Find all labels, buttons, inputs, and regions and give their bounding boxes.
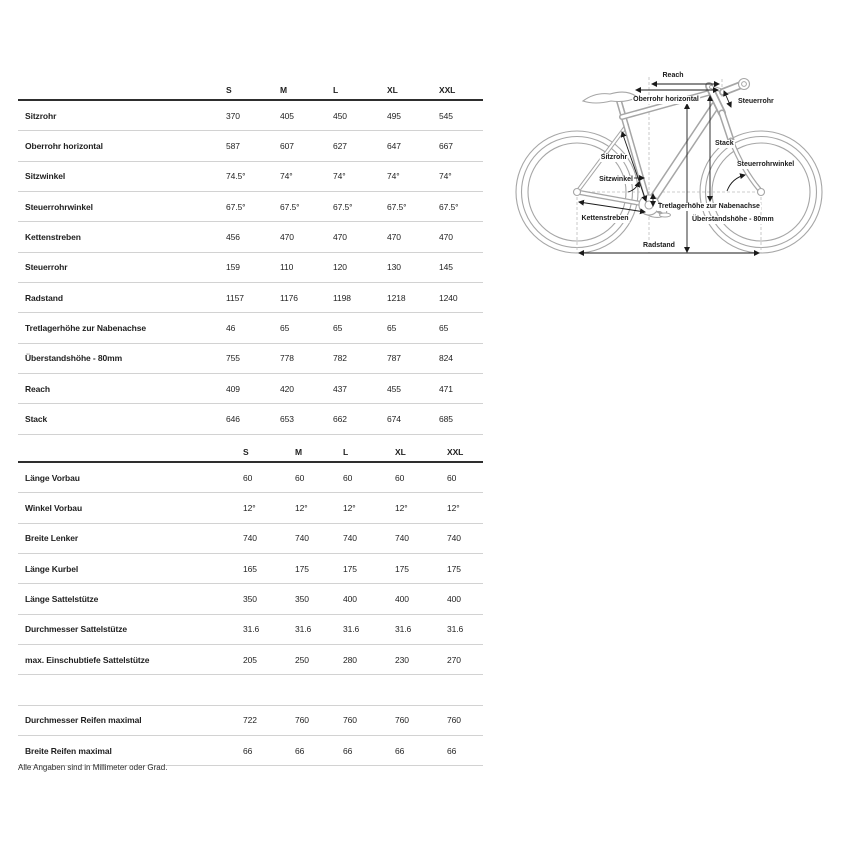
cell-value: 470 bbox=[387, 231, 401, 242]
spacer-row bbox=[18, 675, 483, 705]
cell-value: 67.5° bbox=[280, 201, 300, 212]
row-label: Winkel Vorbau bbox=[25, 502, 83, 513]
cell-value: 1157 bbox=[226, 292, 244, 303]
cell-value: 587 bbox=[226, 140, 240, 151]
table-row bbox=[18, 645, 483, 675]
cell-value: 370 bbox=[226, 110, 240, 121]
bike-line-drawing-icon bbox=[515, 55, 847, 260]
table-row bbox=[18, 101, 483, 131]
cell-value: 175 bbox=[395, 563, 409, 574]
cell-value: 130 bbox=[387, 262, 401, 273]
cell-value: 824 bbox=[439, 353, 453, 364]
cell-value: 60 bbox=[395, 472, 405, 483]
cell-value: 667 bbox=[439, 140, 453, 151]
cell-value: 405 bbox=[280, 110, 294, 121]
cell-value: 60 bbox=[295, 472, 305, 483]
cell-value: 66 bbox=[343, 745, 353, 756]
table-row bbox=[18, 374, 483, 404]
cell-value: 760 bbox=[395, 715, 409, 726]
cell-value: 12° bbox=[295, 502, 308, 513]
row-label: Länge Vorbau bbox=[25, 472, 80, 483]
cell-value: 1240 bbox=[439, 292, 458, 303]
cell-value: 450 bbox=[333, 110, 347, 121]
cell-value: 74° bbox=[387, 171, 400, 182]
table-row bbox=[18, 554, 483, 584]
cell-value: 74° bbox=[439, 171, 452, 182]
cell-value: 662 bbox=[333, 413, 347, 424]
table-row bbox=[18, 584, 483, 614]
diagram-label-steuerrohrwinkel: Steuerrohrwinkel bbox=[737, 161, 795, 168]
row-label: Sitzwinkel bbox=[25, 171, 66, 182]
cell-value: 1198 bbox=[333, 292, 351, 303]
cell-value: 165 bbox=[243, 563, 257, 574]
table-row bbox=[18, 463, 483, 493]
cell-value: 60 bbox=[243, 472, 253, 483]
cell-value: 31.6 bbox=[243, 624, 260, 635]
cell-value: 74.5° bbox=[226, 171, 246, 182]
row-label: Radstand bbox=[25, 292, 63, 303]
row-label: Steuerrohr bbox=[25, 262, 68, 273]
pedal-icon bbox=[660, 213, 671, 217]
row-label: Sitzrohr bbox=[25, 110, 57, 121]
diagram-label-sitzwinkel: Sitzwinkel bbox=[599, 176, 633, 183]
size-header-row bbox=[18, 438, 483, 463]
frame-geometry-table bbox=[18, 76, 483, 435]
cell-value: 270 bbox=[447, 654, 461, 665]
cell-value: 722 bbox=[243, 715, 257, 726]
cell-value: 60 bbox=[343, 472, 353, 483]
cell-value: 760 bbox=[447, 715, 461, 726]
cell-value: 66 bbox=[447, 745, 457, 756]
cell-value: 60 bbox=[447, 472, 457, 483]
cell-value: 495 bbox=[387, 110, 401, 121]
cell-value: 350 bbox=[243, 593, 257, 604]
cell-value: 545 bbox=[439, 110, 453, 121]
frame-geometry-rows bbox=[18, 101, 483, 435]
cell-value: 437 bbox=[333, 383, 347, 394]
diagram-label-kettenstreben: Kettenstreben bbox=[581, 215, 629, 222]
cell-value: 1176 bbox=[280, 292, 298, 303]
cell-value: 627 bbox=[333, 140, 347, 151]
diagram-label-tretlagerhoehe: Tretlagerhöhe zur Nabenachse bbox=[658, 203, 760, 210]
size-column-header: M bbox=[280, 85, 287, 95]
diagram-label-oberrohr-horizontal: Oberrohr horizontal bbox=[633, 96, 699, 103]
cell-value: 250 bbox=[295, 654, 309, 665]
front-axle bbox=[758, 189, 765, 196]
cell-value: 120 bbox=[333, 262, 347, 273]
row-label: Länge Kurbel bbox=[25, 563, 79, 574]
cell-value: 67.5° bbox=[439, 201, 459, 212]
table-row bbox=[18, 493, 483, 523]
cell-value: 647 bbox=[387, 140, 401, 151]
table-row bbox=[18, 131, 483, 161]
cell-value: 31.6 bbox=[343, 624, 360, 635]
cell-value: 456 bbox=[226, 231, 240, 242]
row-label: Länge Sattelstütze bbox=[25, 593, 99, 604]
cell-value: 66 bbox=[295, 745, 305, 756]
size-column-header: XL bbox=[395, 447, 406, 457]
cell-value: 12° bbox=[243, 502, 256, 513]
cell-value: 755 bbox=[226, 353, 240, 364]
cell-value: 230 bbox=[395, 654, 409, 665]
cell-value: 409 bbox=[226, 383, 240, 394]
cell-value: 470 bbox=[333, 231, 347, 242]
cell-value: 31.6 bbox=[447, 624, 464, 635]
saddle-icon bbox=[583, 92, 637, 103]
cell-value: 740 bbox=[447, 533, 461, 544]
size-column-header: S bbox=[226, 85, 232, 95]
size-column-header: XXL bbox=[439, 85, 456, 95]
cell-value: 420 bbox=[280, 383, 294, 394]
row-label: Breite Lenker bbox=[25, 533, 79, 544]
cell-value: 280 bbox=[343, 654, 357, 665]
table-row bbox=[18, 706, 483, 736]
cell-value: 65 bbox=[439, 322, 449, 333]
cell-value: 685 bbox=[439, 413, 453, 424]
cell-value: 400 bbox=[447, 593, 461, 604]
cell-value: 653 bbox=[280, 413, 294, 424]
table-row bbox=[18, 283, 483, 313]
cell-value: 400 bbox=[395, 593, 409, 604]
diagram-label-steuerrohr: Steuerrohr bbox=[738, 98, 774, 105]
size-column-header: L bbox=[343, 447, 349, 457]
cell-value: 760 bbox=[295, 715, 309, 726]
cell-value: 646 bbox=[226, 413, 240, 424]
cell-value: 31.6 bbox=[395, 624, 412, 635]
cell-value: 740 bbox=[295, 533, 309, 544]
row-label: Steuerrohrwinkel bbox=[25, 201, 93, 212]
table-row bbox=[18, 222, 483, 252]
table-row bbox=[18, 313, 483, 343]
cell-value: 12° bbox=[343, 502, 356, 513]
row-label: Durchmesser Reifen maximal bbox=[25, 715, 142, 726]
cell-value: 65 bbox=[387, 322, 397, 333]
row-label: Kettenstreben bbox=[25, 231, 81, 242]
cell-value: 175 bbox=[343, 563, 357, 574]
components-table bbox=[18, 438, 483, 766]
cell-value: 607 bbox=[280, 140, 294, 151]
cell-value: 778 bbox=[280, 353, 294, 364]
cell-value: 760 bbox=[343, 715, 357, 726]
cell-value: 674 bbox=[387, 413, 401, 424]
row-label: Tretlagerhöhe zur Nabenachse bbox=[25, 322, 146, 333]
row-label: Oberrohr horizontal bbox=[25, 140, 103, 151]
cell-value: 110 bbox=[280, 262, 294, 273]
cell-value: 74° bbox=[280, 171, 293, 182]
cell-value: 159 bbox=[226, 262, 240, 273]
rear-axle bbox=[574, 189, 581, 196]
size-column-header: XL bbox=[387, 85, 398, 95]
size-header-row bbox=[18, 76, 483, 101]
table-row bbox=[18, 615, 483, 645]
diagram-label-ueberstandshoehe: Überstandshöhe - 80mm bbox=[692, 216, 774, 223]
table-row bbox=[18, 192, 483, 222]
row-label: Reach bbox=[25, 383, 51, 394]
cell-value: 400 bbox=[343, 593, 357, 604]
cell-value: 66 bbox=[395, 745, 405, 756]
cell-value: 350 bbox=[295, 593, 309, 604]
cell-value: 740 bbox=[343, 533, 357, 544]
steuerrohrwinkel-arc bbox=[727, 175, 745, 191]
cell-value: 67.5° bbox=[387, 201, 407, 212]
table-row bbox=[18, 253, 483, 283]
table-row bbox=[18, 162, 483, 192]
cell-value: 787 bbox=[387, 353, 401, 364]
cell-value: 12° bbox=[447, 502, 460, 513]
cell-value: 471 bbox=[439, 383, 453, 394]
cell-value: 1218 bbox=[387, 292, 406, 303]
table-row bbox=[18, 344, 483, 374]
cell-value: 205 bbox=[243, 654, 257, 665]
table-row bbox=[18, 736, 483, 766]
cell-value: 65 bbox=[280, 322, 290, 333]
cell-value: 66 bbox=[243, 745, 253, 756]
cell-value: 175 bbox=[447, 563, 461, 574]
cell-value: 455 bbox=[387, 383, 401, 394]
cell-value: 740 bbox=[243, 533, 257, 544]
cell-value: 74° bbox=[333, 171, 346, 182]
table-row bbox=[18, 524, 483, 554]
size-column-header: S bbox=[243, 447, 249, 457]
cell-value: 31.6 bbox=[295, 624, 312, 635]
cell-value: 67.5° bbox=[333, 201, 353, 212]
bike-geometry-diagram bbox=[515, 55, 847, 260]
cell-value: 175 bbox=[295, 563, 309, 574]
cell-value: 145 bbox=[439, 262, 453, 273]
row-label: Durchmesser Sattelstütze bbox=[25, 624, 127, 635]
components-rows bbox=[18, 463, 483, 766]
cell-value: 12° bbox=[395, 502, 408, 513]
row-label: Breite Reifen maximal bbox=[25, 745, 112, 756]
cell-value: 782 bbox=[333, 353, 347, 364]
cell-value: 65 bbox=[333, 322, 343, 333]
table-row bbox=[18, 404, 483, 434]
size-column-header: M bbox=[295, 447, 302, 457]
handlebar-grip-icon bbox=[739, 79, 750, 90]
row-label: Stack bbox=[25, 413, 48, 424]
diagram-label-sitzrohr: Sitzrohr bbox=[600, 154, 628, 161]
cell-value: 740 bbox=[395, 533, 409, 544]
row-label: max. Einschubtiefe Sattelstütze bbox=[25, 654, 150, 665]
cell-value: 46 bbox=[226, 322, 236, 333]
units-footnote: Alle Angaben sind in Millimeter oder Grad. bbox=[18, 763, 168, 772]
size-column-header: XXL bbox=[447, 447, 464, 457]
diagram-label-reach: Reach bbox=[662, 72, 684, 79]
cell-value: 470 bbox=[439, 231, 453, 242]
cell-value: 67.5° bbox=[226, 201, 246, 212]
row-label: Überstandshöhe - 80mm bbox=[25, 353, 123, 364]
diagram-label-stack: Stack bbox=[715, 140, 734, 147]
diagram-label-radstand: Radstand bbox=[643, 242, 675, 249]
cell-value: 470 bbox=[280, 231, 294, 242]
size-column-header: L bbox=[333, 85, 339, 95]
